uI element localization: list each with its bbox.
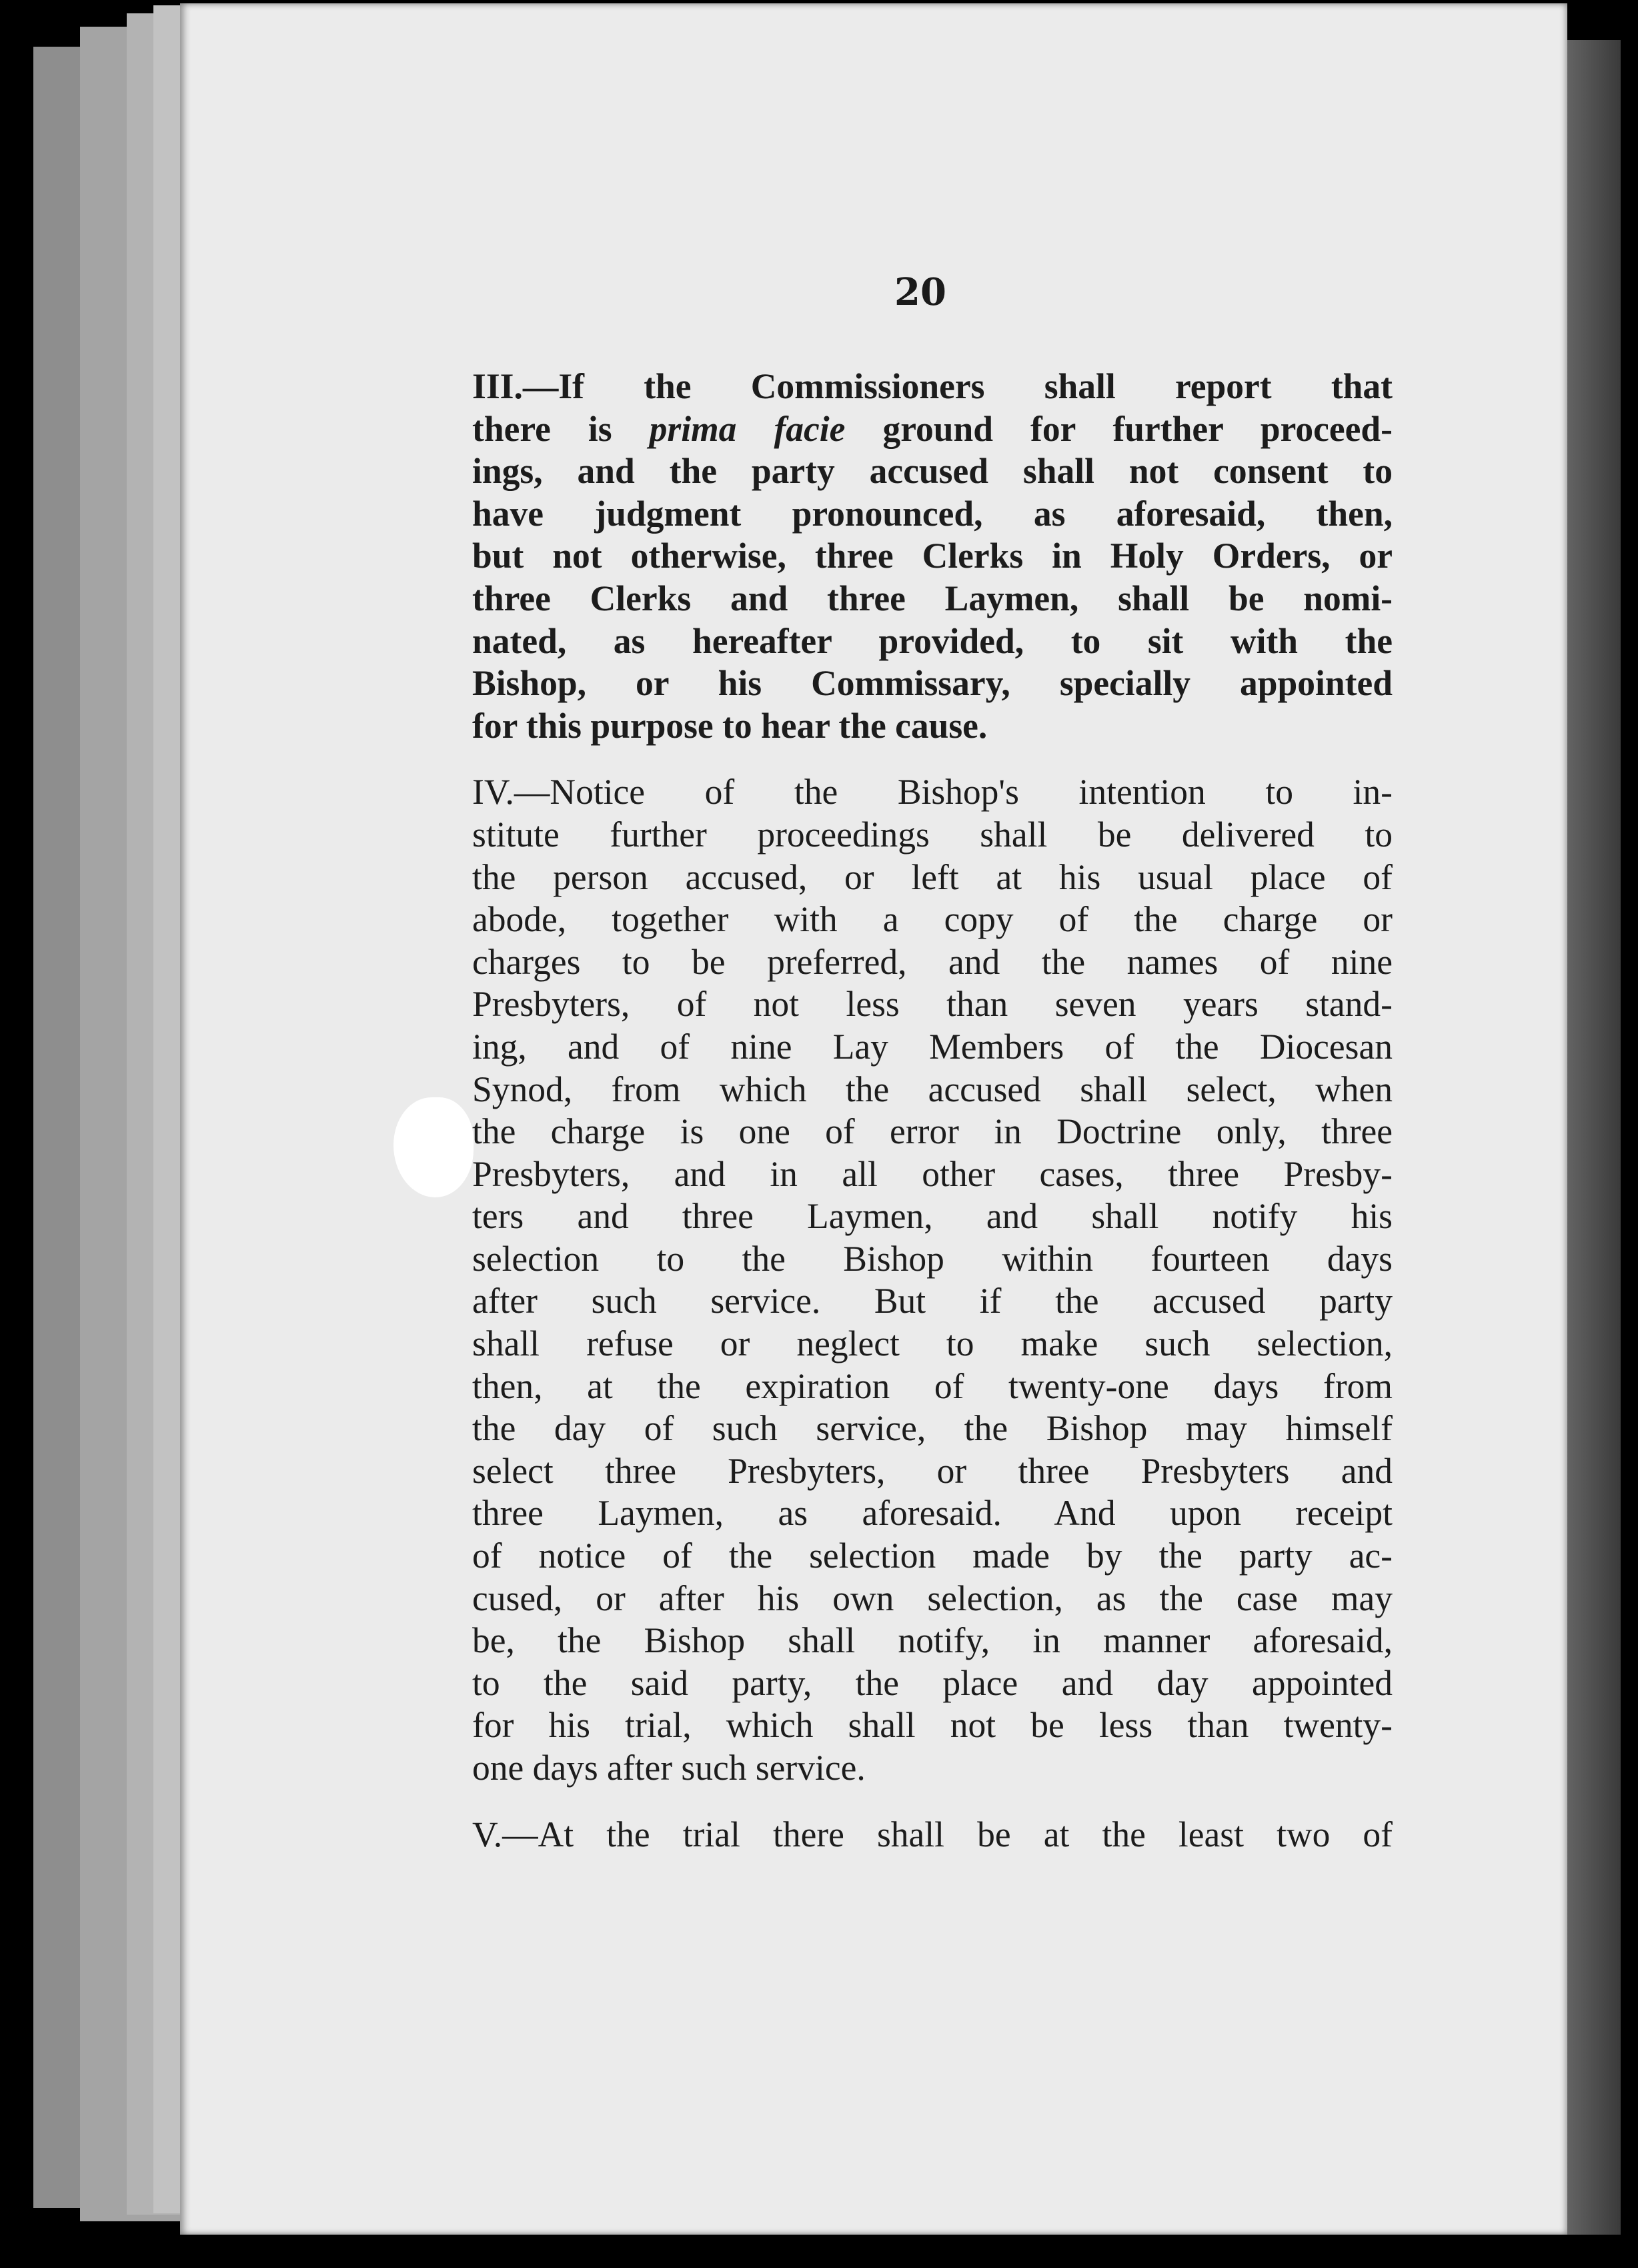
body-text: [472, 366, 1393, 1880]
text-line: but not otherwise, three Clerks in Holy Orders, or: [472, 536, 1393, 576]
text-line: three Clerks and three Laymen, shall be nomi-: [472, 578, 1393, 618]
page-number: 20: [894, 270, 946, 314]
text-line: Presbyters, of not less than seven years stand-: [472, 984, 1393, 1025]
section-v: [472, 1814, 1393, 1856]
text-line: Synod, from which the accused shall select, when: [472, 1069, 1393, 1109]
text-line: III.—If the Commissioners shall report that: [472, 366, 1393, 406]
text-line: have judgment pronounced, as aforesaid, then,: [472, 493, 1393, 534]
text-line: shall refuse or neglect to make such selection,: [472, 1323, 1393, 1364]
text-line: three Laymen, as aforesaid. And upon receipt: [472, 1493, 1393, 1534]
text-line: V.—At the trial there shall be at the least two of: [472, 1814, 1393, 1854]
text-line: ing, and of nine Lay Members of the Diocesan: [472, 1026, 1393, 1067]
text-line: abode, together with a copy of the charge or: [472, 899, 1393, 940]
text-line: stitute further proceedings shall be delivered to: [472, 814, 1393, 855]
text-line: there is prima facie ground for further proceed-: [472, 408, 1393, 449]
text-line: one days after such service.: [472, 1748, 866, 1788]
text-line: the charge is one of error in Doctrine only, three: [472, 1111, 1393, 1152]
text-line: select three Presbyters, or three Presbyters and: [472, 1450, 1393, 1491]
section-iii: [472, 366, 1393, 747]
text-line: after such service. But if the accused party: [472, 1281, 1393, 1321]
text-line: Presbyters, and in all other cases, three Presby-: [472, 1153, 1393, 1194]
text-line: of notice of the selection made by the party ac-: [472, 1536, 1393, 1576]
text-line: then, at the expiration of twenty-one days from: [472, 1365, 1393, 1406]
text-line: charges to be preferred, and the names of nine: [472, 941, 1393, 982]
text-line: nated, as hereafter provided, to sit with the: [472, 620, 1393, 661]
paper-blot: [393, 1097, 474, 1197]
text-line: be, the Bishop shall notify, in manner aforesaid,: [472, 1620, 1393, 1661]
text-line: IV.—Notice of the Bishop's intention to in-: [472, 772, 1393, 812]
text-line: the day of such service, the Bishop may himself: [472, 1408, 1393, 1449]
text-line: ings, and the party accused shall not consent to: [472, 451, 1393, 492]
text-line: ters and three Laymen, and shall notify his: [472, 1196, 1393, 1237]
section-iv: [472, 771, 1393, 1789]
text-line: Bishop, or his Commissary, specially appointed: [472, 663, 1393, 704]
text-line: for this purpose to hear the cause.: [472, 705, 988, 746]
text-line: the person accused, or left at his usual place of: [472, 857, 1393, 897]
text-line: for his trial, which shall not be less than twenty-: [472, 1705, 1393, 1746]
text-line: cused, or after his own selection, as the case may: [472, 1578, 1393, 1618]
text-line: to the said party, the place and day appointed: [472, 1662, 1393, 1703]
text-line: selection to the Bishop within fourteen days: [472, 1238, 1393, 1279]
